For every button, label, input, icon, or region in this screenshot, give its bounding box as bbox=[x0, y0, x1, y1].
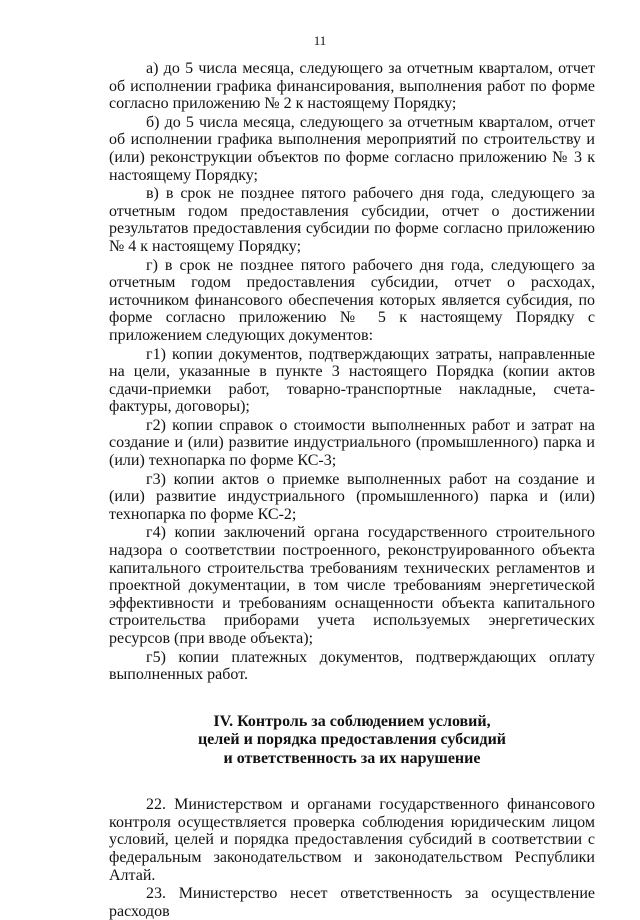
paragraph-v: в) в срок не позднее пятого рабочего дня года, следующего за отчетным годом предоставления субсидии, отчет о достижении результатов предоставления субсидии по форме согласно приложению № 4 к настоящему Порядку; bbox=[109, 185, 595, 255]
paragraph-b: б) до 5 числа месяца, следующего за отчетным кварталом, отчет об исполнении графика выполнения мероприятий по строительству и (или) реконструкции объектов по форме согласно приложению № 3 к настоящему Порядку; bbox=[109, 113, 595, 184]
heading-line: и ответственность за их нарушение bbox=[223, 749, 481, 767]
paragraph-a: а) до 5 числа месяца, следующего за отчетным кварталом, отчет об исполнении графика финансирования, выполнения работ по форме согласно приложению № 2 к настоящему Порядку; bbox=[109, 60, 595, 113]
heading-line: целей и порядка предоставления субсидий bbox=[197, 731, 507, 749]
page-number: 11 bbox=[313, 33, 327, 48]
paragraph-23: 23. Министерство несет ответственность за осуществление расходов bbox=[109, 885, 595, 920]
paragraph-g2: г2) копии справок о стоимости выполненных работ и затрат на создание и (или) развитие индустриального (промышленного) парка и (или) технопарка по форме КС-3; bbox=[109, 416, 595, 470]
section-heading bbox=[109, 713, 595, 769]
paragraph-g3: г3) копии актов о приемке выполненных работ на создание и (или) развитие индустриального (промышленного) парка и (или) технопарка по форме КС-2; bbox=[109, 470, 595, 523]
paragraph-g1: г1) копии документов, подтверждающих затраты, направленные на цели, указанные в пункте 3 настоящего Порядка (копии актов сдачи-приемки работ, товарно-транспортные накладные, счета-фактуры, договоры); bbox=[109, 345, 595, 416]
paragraph-g5: г5) копии платежных документов, подтверждающих оплату выполненных работ. bbox=[109, 648, 595, 684]
paragraph-22: 22. Министерством и органами государственного финансового контроля осуществляется проверка соблюдения юридическим лицом условий, целей и порядка предоставления субсидий в соответствии с федеральным законодательством и законодательством Республики Алтай. bbox=[109, 796, 595, 884]
document-body bbox=[109, 60, 595, 920]
heading-line: IV. Контроль за соблюдением условий, bbox=[213, 712, 491, 730]
paragraph-g: г) в срок не позднее пятого рабочего дня года, следующего за отчетным годом предоставления субсидии, отчет о расходах, источником финансового обеспечения которых является субсидия, по форме согласно приложению № 5 к настоящему Порядку с приложением следующих документов: bbox=[109, 256, 595, 344]
paragraph-g4: г4) копии заключений органа государственного строительного надзора о соответствии построенного, реконструированного объекта капитального строительства требованиям технических регламентов и проектной документации, в том числе требованиям энергетической эффективности и требованиям оснащенности объекта капитального строительства приборами учета используемых энергетических ресурсов (при вводе объекта); bbox=[109, 524, 595, 647]
